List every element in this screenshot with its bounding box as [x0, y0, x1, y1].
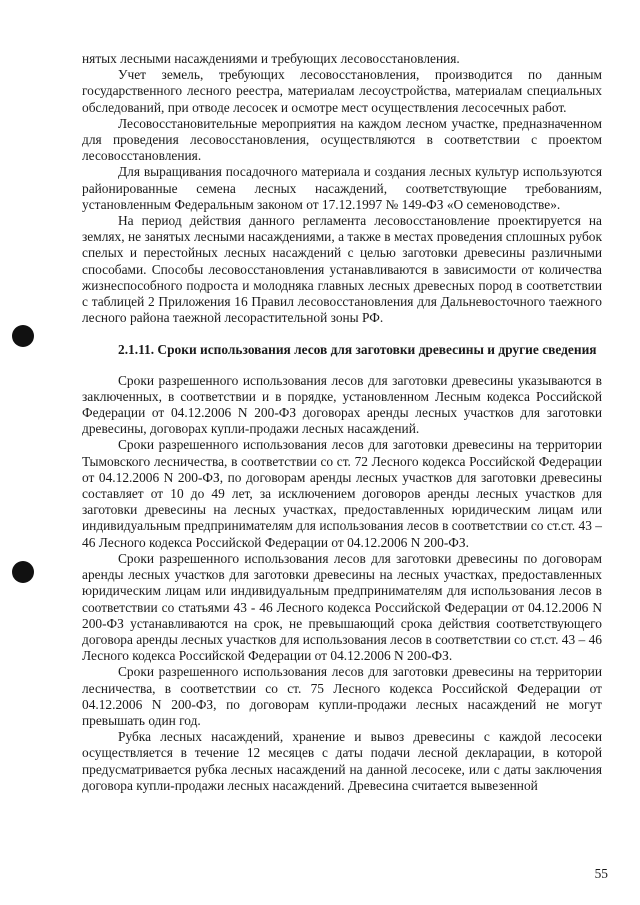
- paragraph: Учет земель, требующих лесовосстановления, производится по данным государственного лесного реестра, материалам лесоустройства, материалам специальных обследований, при отводе лесосек и осмотре мест осуществления лесосечных работ.: [82, 67, 602, 115]
- paragraph: Сроки разрешенного использования лесов для заготовки древесины на территории лесничества, в соответствии со ст. 75 Лесного кодекса Российской Федерации от 04.12.2006 N 200-ФЗ, по договорам купли-продажи лесных насаждений не могут превышать один год.: [82, 664, 602, 728]
- binder-hole-mark: [12, 325, 34, 347]
- section-heading: 2.1.11. Сроки использования лесов для заготовки древесины и другие сведения: [118, 342, 597, 358]
- paragraph: Для выращивания посадочного материала и создания лесных культур используются районированные семена лесных насаждений, соответствующие требованиям, установленным Федеральным законом от 17.12.1997 № 149-ФЗ «О семеноводстве».: [82, 164, 602, 212]
- binder-hole-mark: [12, 561, 34, 583]
- paragraph: Сроки разрешенного использования лесов для заготовки древесины указываются в заключенных, в соответствии и в порядке, установленном Лесным кодекса Российской Федерации от 04.12.2006 N 200-ФЗ договорах аренды лесных участков для заготовки древесины, договорах купли-продажи лесных насаждений.: [82, 372, 602, 437]
- paragraph: Рубка лесных насаждений, хранение и вывоз древесины с каждой лесосеки осуществляется в течение 12 месяцев с даты подачи лесной декларации, в которой предусматривается рубка лесных насаждений на данной лесосеке, или с даты заключения договора купли-продажи лесных насаждений. Древесина считается вывезенной: [82, 729, 602, 793]
- paragraph-continuation: нятых лесными насаждениями и требующих лесовосстановления.: [82, 51, 460, 66]
- paragraph: На период действия данного регламента лесовосстановление проектируется на землях, не занятых лесными насаждениями, а также в местах проведения сплошных рубок спелых и перестойных лесных насаждений с целью заготовки древесины различными способами. Способы лесовосстановления устанавливаются в зависимости от количества жизнеспособного подроста и молодняка главных лесных древесных пород в соответствии с таблицей 2 Приложения 16 Правил лесовосстановления для Дальневосточного таежного лесного района таежной лесорастительной зоны РФ.: [82, 213, 602, 326]
- document-body: [82, 51, 602, 794]
- paragraph: Сроки разрешенного использования лесов для заготовки древесины по договорам аренды лесных участков для заготовки древесины на лесных участках, предоставленных юридическим лицам или индивидуальным предпринимателям для использования лесов в соответствии со статьями 43 - 46 Лесного кодекса Российской Федерации от 04.12.2006 N 200-ФЗ устанавливаются на срок, не превышающий срока действия соответствующего договора аренды лесных участков для использования лесов в соответствии со ст.ст. 43 – 46 Лесного кодекса Российской Федерации от 04.12.2006 N 200-ФЗ.: [82, 550, 602, 664]
- paragraph: Лесовосстановительные мероприятия на каждом лесном участке, предназначенном для проведения лесовосстановления, осуществляются в соответствии с проектом лесовосстановления.: [82, 115, 602, 164]
- page-number: 55: [594, 866, 608, 881]
- paragraph: Сроки разрешенного использования лесов для заготовки древесины на территории Тымовского лесничества, в соответствии со ст. 72 Лесного кодекса Российской Федерации от 04.12.2006 N 200-ФЗ, по договорам аренды лесных участков для заготовки древесины составляет от 10 до 49 лет, за исключением договоров аренды лесных участков для заготовки древесины на лесных участках, предоставленных юридическим лицам или индивидуальным предпринимателям для использования лесов в соответствии со ст.ст. 43 – 46 Лесного кодекса Российской Федерации от 04.12.2006 N 200-ФЗ.: [82, 437, 602, 550]
